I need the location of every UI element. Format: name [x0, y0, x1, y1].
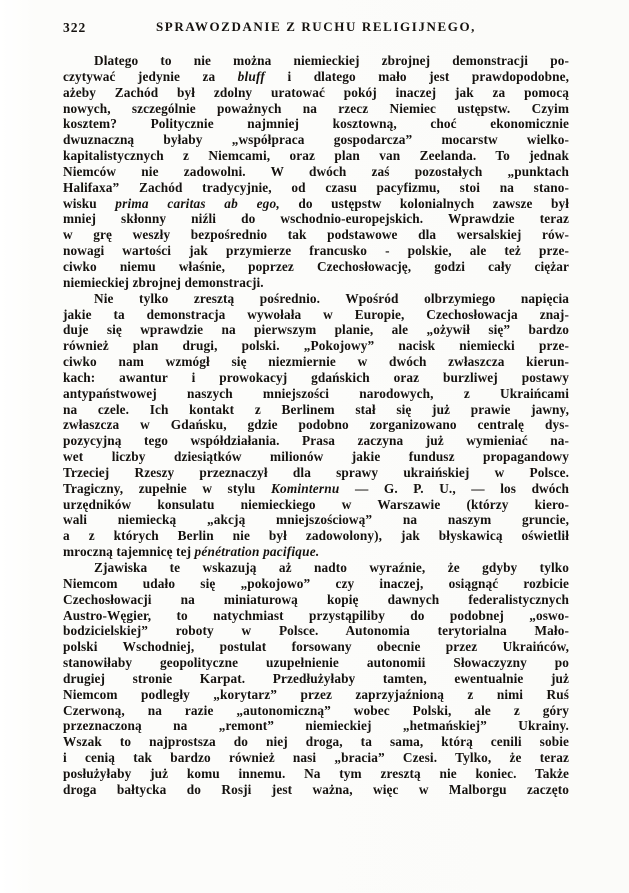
text-line: urzędników konsulatu niemieckiego w Warszawie (którzy kiero-: [63, 496, 569, 512]
text-line: Zjawiska te wskazują aż nadto wyraźnie, że gdyby tylko: [94, 560, 569, 575]
text-line: wet liczby dziesiątków milionów jakie fundusz propagandowy: [63, 449, 569, 465]
text-line: wali niemiecką „akcją mniejszościową” na naszym gruncie,: [63, 512, 569, 528]
text-line: antypaństwowej naszych mniejszości narodowych, z Ukraińcami: [63, 385, 569, 401]
text-line: a z których Berlin nie był zadowolony), jak błyskawicą oświetlił: [63, 528, 569, 544]
text-line: duje się wprawdzie na pierwszym planie, ale „ożywił się” bardzo: [63, 322, 569, 338]
text-line: Niemców nie zadowolni. W dwóch zaś pozostałych „punktach: [63, 163, 569, 179]
text-line: stanowiłaby geopolityczne uzupełnienie autonomii Słowaczyzny po: [63, 655, 569, 671]
text-line: mroczną tajemnicę tej pénétration pacifique.: [63, 544, 320, 560]
body-text: [63, 53, 569, 798]
page-number: 322: [63, 20, 87, 35]
text-line: kosztem? Politycznie najmniej kosztowną, choć ekonomicznie: [63, 116, 569, 132]
text-line: pozycyjną tego współdziałania. Prasa zaczyna już wymieniać na-: [63, 433, 569, 449]
paragraph: [63, 291, 569, 560]
text-line: Halifaxa” Zachód tradycyjnie, od czasu pacyfizmu, stoi na stano-: [63, 179, 569, 195]
text-line: Niemcom udało się „pokojowo” czy inaczej, osiągnąć rozbicie: [63, 575, 569, 591]
text-line: dwuznaczną byłaby „współpraca gospodarcza” mocarstw wielko-: [63, 132, 569, 148]
text-line: droga bałtycka do Rosji jest ważna, więc w Malborgu zaczęto: [63, 781, 569, 797]
paragraph: [63, 53, 569, 291]
text-line: jakie ta demonstracja wywołała w Europie, Czechosłowacja znaj-: [63, 306, 569, 322]
text-line: Dlatego to nie można niemieckiej zbrojnej demonstracji po-: [94, 53, 569, 68]
text-line: bodzicielskiej” roboty w Polsce. Autonomia terytorialna Mało-: [63, 623, 569, 639]
text-line: zwłaszcza w Gdańsku, gdzie podobno zorganizowano centralę dys-: [63, 417, 569, 433]
text-line: niemieckiej zbrojnej demonstracji.: [63, 274, 264, 290]
text-line: Trzeciej Rzeszy przeznaczył dla sprawy ukraińskiej w Polsce.: [63, 464, 569, 480]
text-line: nowagi wartości jak przymierze francusko - polskie, ale też prze-: [63, 243, 569, 259]
text-line: Czerwoną, na razie „autonomiczną” wobec Polski, ale z góry: [63, 702, 569, 718]
text-line: posłużyłaby już komu innemu. Na tym zresztą nie koniec. Także: [63, 765, 569, 781]
text-line: kach: awantur i prowokacyj gdańskich oraz burzliwej postawy: [63, 369, 569, 385]
text-line: Niemcom podległy „korytarz” przez zaprzyjaźnioną z nimi Ruś: [63, 686, 569, 702]
text-line: drugiej stronie Karpat. Przedłużyłaby tamten, ewentualnie już: [63, 670, 569, 686]
text-line: kapitalistycznych z Niemcami, oraz plan van Zeelanda. To jednak: [63, 148, 569, 164]
text-line: czytywać jedynie za bluff i dlatego mało jest prawdopodobne,: [63, 68, 569, 84]
paragraph: [63, 560, 569, 798]
page-header: [63, 19, 569, 35]
text-line: również plan drugi, polski. „Pokojowy” nacisk niemiecki prze-: [63, 338, 569, 354]
text-line: Austro-Węgier, to natychmiast przystąpiliby do podobnej „oswo-: [63, 607, 569, 623]
text-line: mniej skłonny niźli do wschodnio-europejskich. Wprawdzie teraz: [63, 211, 569, 227]
text-line: i cenią tak bardzo również nasi „bracia” Czesi. Tylko, że teraz: [63, 750, 569, 766]
text-line: Nie tylko zresztą pośrednio. Wpośród olbrzymiego napięcia: [94, 290, 569, 306]
text-line: ażeby Zachód był zdolny uratować pokój inaczej jak za pomocą: [63, 84, 569, 100]
text-line: polski Wschodniej, postulat forsowany obecnie przez Ukraińców,: [63, 639, 569, 655]
running-title: SPRAWOZDANIE Z RUCHU RELIGIJNEGO,: [155, 19, 477, 34]
text-line: przeznaczoną na „remont” niemieckiej „hetmańskiej” Ukrainy.: [63, 718, 569, 734]
text-line: na czele. Ich kontakt z Berlinem stał się już prawie jawny,: [63, 401, 569, 417]
text-line: ciwko niemu właśnie, poprzez Czechosłowację, godzi cały ciężar: [63, 258, 569, 274]
text-line: ciwko nam wzmógł się niezmiernie w dwóch zwłaszcza kierun-: [63, 354, 569, 370]
text-line: w grę weszły bezpośrednio tak podstawowe dla wersalskiej rów-: [63, 227, 569, 243]
text-line: Wszak to najprostsza do niej droga, ta sama, którą cenili sobie: [63, 734, 569, 750]
text-line: nowych, szczególnie poważnych na rzecz Niemiec ustępstw. Czyim: [63, 100, 569, 116]
text-line: wisku prima caritas ab ego, do ustępstw kolonialnych zawsze był: [63, 195, 570, 211]
text-line: Tragiczny, zupełnie w stylu Kominternu — G. P. U., — los dwóch: [63, 480, 570, 496]
text-line: Czechosłowacji na miniaturową kopię dawnych federalistycznych: [63, 591, 569, 607]
